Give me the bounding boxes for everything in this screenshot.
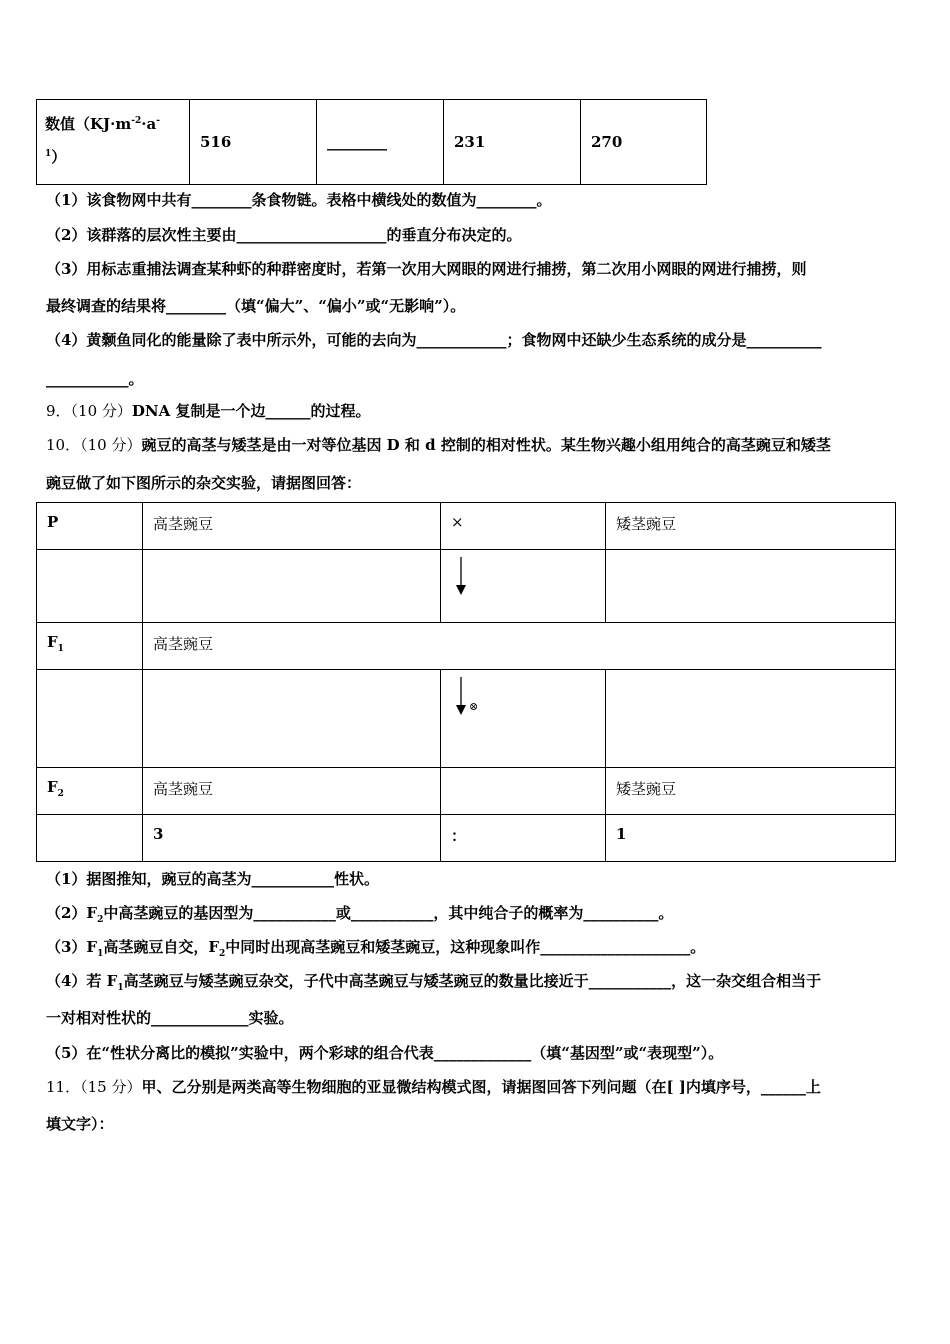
q10-sub-2: $(2)F_2$中高茎豌豆的基因型为___________或___________，其中纯合子的概率为__________。 [46, 904, 674, 925]
p-parent-dwarf: 矮茎豌豆 [606, 503, 896, 550]
down-arrow-icon [454, 557, 468, 597]
cross-diagram-table [36, 502, 896, 862]
p-parent-tall: 高茎豌豆 [143, 503, 441, 550]
empty-cell [143, 670, 441, 768]
energy-value-3: 231 [444, 100, 581, 185]
arrow-cell-1 [441, 550, 606, 623]
cross-symbol: × [441, 503, 606, 550]
q9-text: DNA 复制是一个边______的过程。 [131, 402, 371, 420]
ratio-colon: ： [441, 815, 606, 862]
q8-line-5: （4）黄颡鱼同化的能量除了表中所示外，可能的去向为____________；食物网中还缺少生态系统的成分是__________ [46, 331, 822, 349]
q10-sub-6: （5）在“性状分离比的模拟”实验中，两个彩球的组合代表_____________（填“基因型”或“表现型”）。 [46, 1044, 724, 1062]
empty-cell [606, 670, 896, 768]
empty-cell [441, 768, 606, 815]
question-11 [46, 1076, 821, 1097]
q10-sub-1: （1）据图推知，豌豆的高茎为___________性状。 [46, 870, 379, 888]
q11-text-2: 填文字）： [46, 1115, 114, 1133]
energy-value-4: 270 [581, 100, 707, 185]
arrow-cell-2 [441, 670, 606, 768]
q10-sub-4: （4）若 $F_1$高茎豌豆与矮茎豌豆杂交，子代中高茎豌豆与矮茎豌豆的数量比接近于___________，这一杂交组合相当于 [46, 972, 822, 993]
down-arrow-icon [454, 677, 468, 717]
q8-line-2: （2）该群落的层次性主要由____________________的垂直分布决定的。 [46, 226, 522, 244]
empty-cell [143, 550, 441, 623]
energy-value-1: 516 [190, 100, 317, 185]
empty-cell [37, 550, 143, 623]
energy-table-label: 数值（$KJ\cdot m^{-2}\cdot a^-$ $^1$） [37, 100, 190, 185]
energy-table [36, 99, 707, 185]
q11-number: 11．（15 分） [46, 1078, 142, 1096]
energy-value-blank: ________ [317, 100, 444, 185]
f2-dwarf: 矮茎豌豆 [606, 768, 896, 815]
q10-text-1: 豌豆的高茎与矮茎是由一对等位基因 D 和 d 控制的相对性状。某生物兴趣小组用纯合的高茎豌豆和矮茎 [141, 436, 831, 454]
f2-tall: 高茎豌豆 [143, 768, 441, 815]
q10-text-2: 豌豆做了如下图所示的杂交实验，请据图回答： [46, 474, 362, 492]
empty-cell [37, 815, 143, 862]
q10-sub-3: $(3)F_1$高茎豌豆自交，$F_2$中同时出现高茎豌豆和矮茎豌豆，这种现象叫作____________________。 [46, 938, 706, 959]
q8-line-3: （3）用标志重捕法调查某种虾的种群密度时，若第一次用大网眼的网进行捕捞，第二次用小网眼的网进行捕捞，则 [46, 260, 807, 278]
ratio-dwarf: 1 [606, 815, 896, 862]
empty-cell [37, 670, 143, 768]
selfing-symbol: ⊗ [469, 700, 479, 713]
ratio-tall: 3 [143, 815, 441, 862]
q8-line-1: （1）该食物网中共有________条食物链。表格中横线处的数值为________。 [46, 191, 552, 209]
row-p-label: P [37, 503, 143, 550]
row-f1-label: $F_1$ [37, 623, 143, 670]
row-f2-label: $F_2$ [37, 768, 143, 815]
question-10 [46, 434, 831, 455]
q8-line-6: ___________。 [46, 370, 144, 388]
q11-text-1: 甲、乙分别是两类高等生物细胞的亚显微结构模式图，请据图回答下列问题（在[ ]内填序号，______上 [141, 1078, 821, 1096]
q9-number: 9．（10 分） [46, 402, 132, 420]
q10-number: 10．（10 分） [46, 436, 142, 454]
question-9 [46, 400, 371, 421]
empty-cell [606, 550, 896, 623]
f1-offspring: 高茎豌豆 [143, 623, 896, 670]
q8-line-4: 最终调查的结果将________（填“偏大”、“偏小”或“无影响”）。 [46, 297, 466, 315]
q10-sub-5: 一对相对性状的_____________实验。 [46, 1009, 294, 1027]
